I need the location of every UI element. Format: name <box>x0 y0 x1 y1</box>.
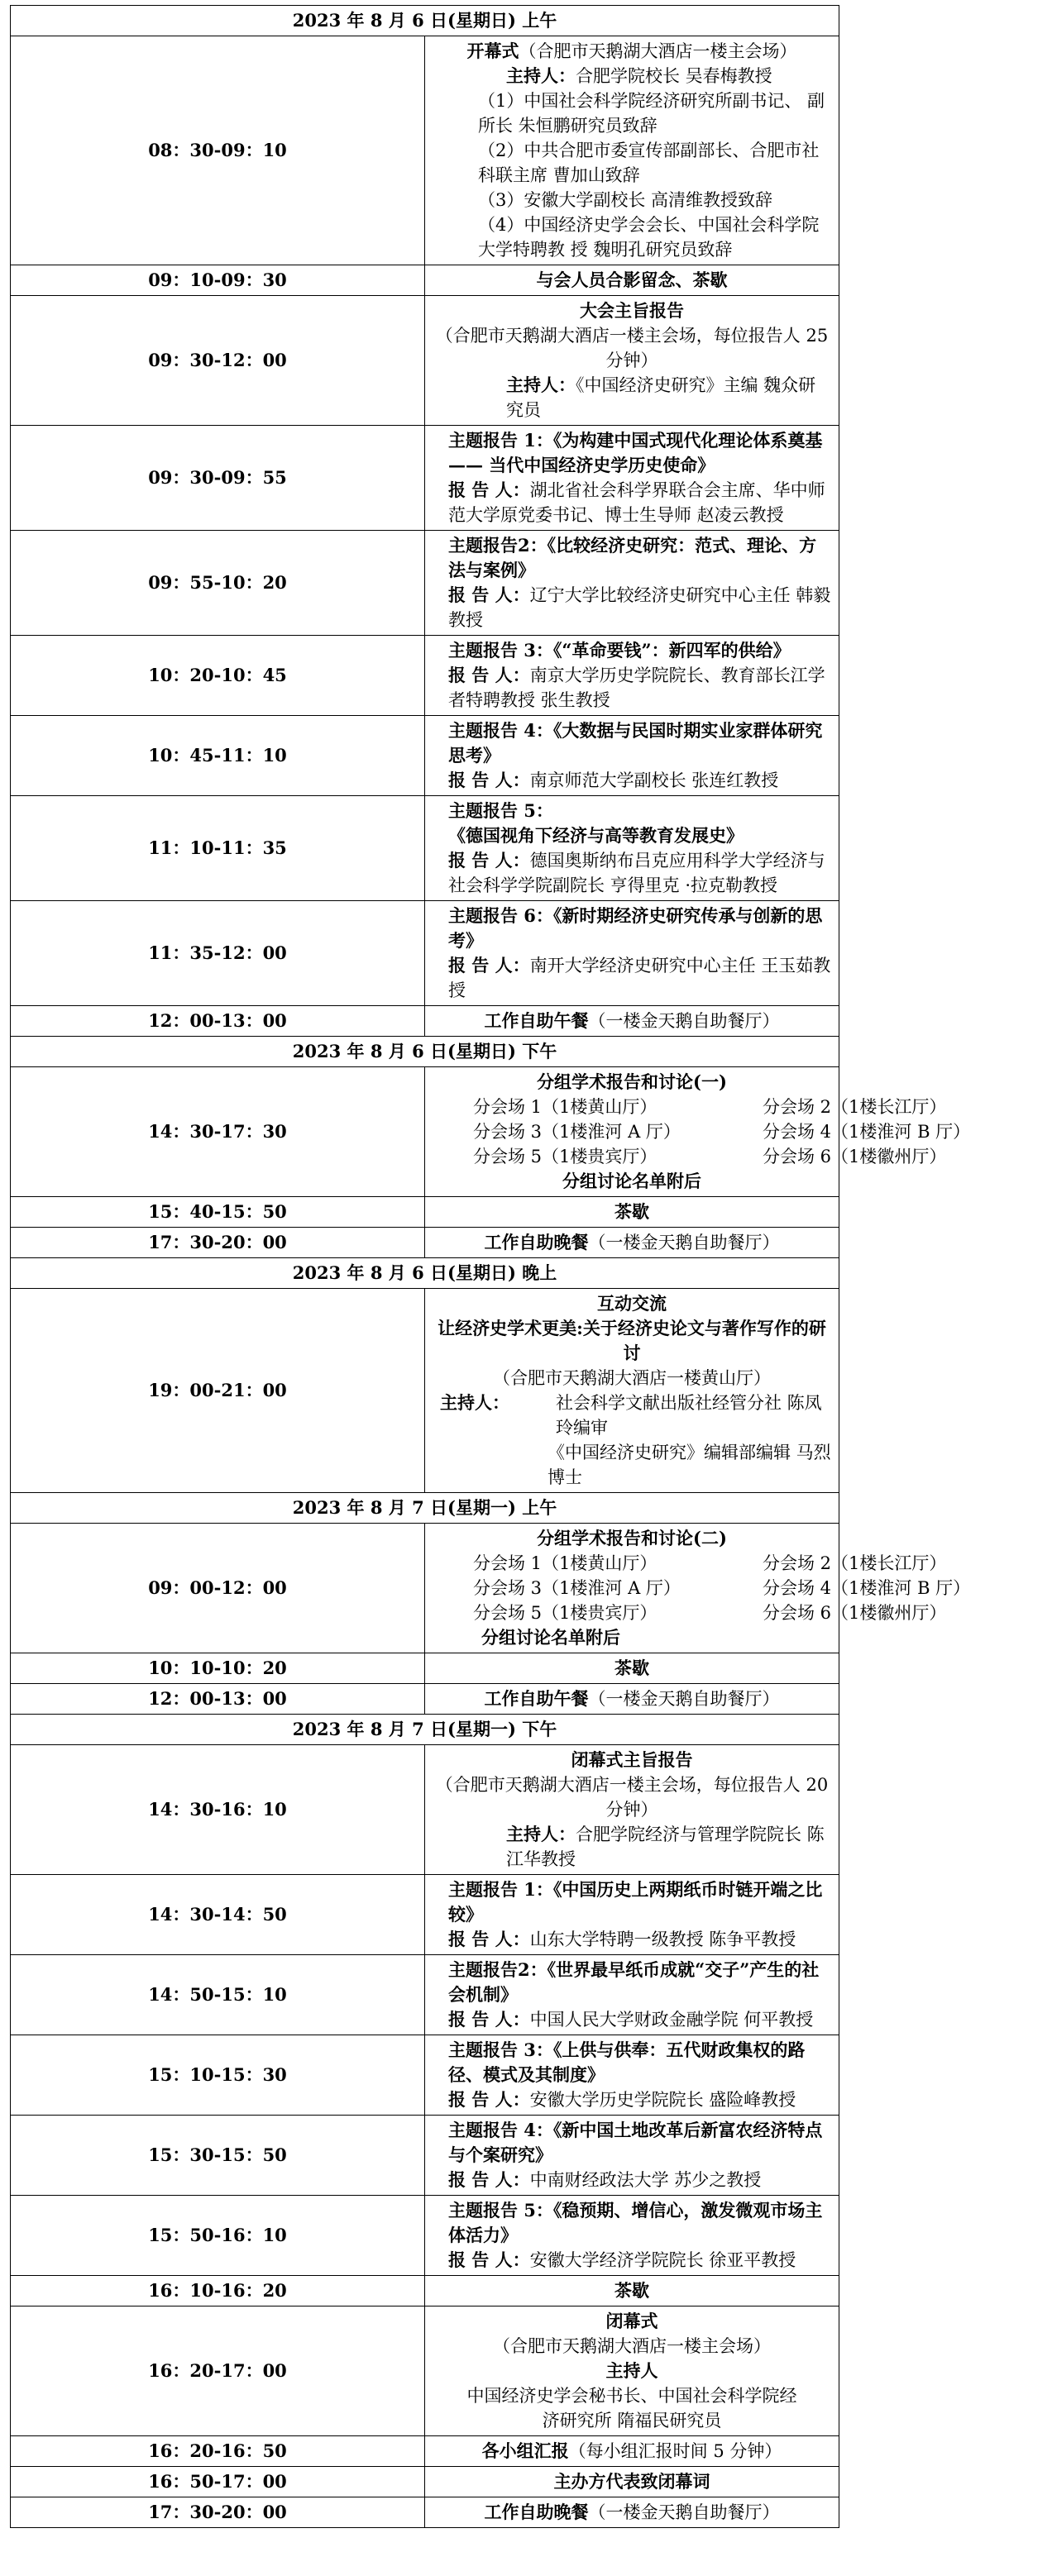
reporter-label: 报 告 人： <box>448 2249 530 2270</box>
report-topic: 《“革命要钱”：新四军的供给》 <box>552 640 791 661</box>
speech-item: （1）中国社会科学院经济研究所副书记、 副所长 朱恒鹏研究员致辞 <box>478 91 825 136</box>
event-cell <box>425 1228 839 1258</box>
event-cell <box>425 1524 971 1653</box>
schedule-row <box>11 2306 839 2436</box>
reporter-label: 报 告 人： <box>448 1929 530 1949</box>
schedule-row <box>11 1197 839 1228</box>
report-label: 主题报告 4： <box>448 2120 553 2140</box>
time-slot: 17：30-20：00 <box>11 1228 425 1258</box>
venue-item: 分会场 1（1楼黄山厅） <box>473 1097 658 1117</box>
report-row <box>11 426 839 531</box>
section-header-text: 2023 年 8 月 7 日(星期一) 上午 <box>11 1493 839 1524</box>
event-text: 工作自助午餐 <box>484 1010 589 1031</box>
report-topic: 《为构建中国式现代化理论体系奠基—— 当代中国经济史学历史使命》 <box>448 430 823 475</box>
time-slot: 14：30-14：50 <box>11 1875 425 1955</box>
time-slot: 12：00-13：00 <box>11 1006 425 1037</box>
report-cell <box>425 716 839 796</box>
schedule-row <box>11 2467 839 2497</box>
report-cell <box>425 2116 839 2196</box>
reporter: 中国人民大学财政金融学院 何平教授 <box>529 2010 814 2030</box>
event-cell <box>425 2497 839 2528</box>
report-label: 主题报告 3： <box>448 2039 553 2060</box>
schedule-table <box>10 5 971 2528</box>
time-slot: 15：30-15：50 <box>11 2116 425 2196</box>
time-slot: 09：10-09：30 <box>11 265 425 296</box>
reporter-label: 报 告 人： <box>448 770 530 790</box>
report-cell <box>425 2035 839 2116</box>
event-cell <box>425 1006 839 1037</box>
report-row <box>11 636 839 716</box>
report-cell <box>425 796 839 901</box>
event-cell <box>425 2306 839 2436</box>
schedule-row <box>11 1006 839 1037</box>
section-header-text: 2023 年 8 月 6 日(星期日) 上午 <box>11 6 839 36</box>
reporter: 中南财经政法大学 苏少之教授 <box>529 2170 762 2190</box>
event-cell <box>425 1289 839 1493</box>
reporter: 湖北省社会科学界联合会主席、华中师范大学原党委书记、博士生导师 赵凌云教授 <box>448 480 825 525</box>
report-row <box>11 1955 839 2035</box>
event-note: （一楼金天鹅自助餐厅） <box>588 1689 780 1709</box>
reporter: 南京大学历史学院院长、教育部长江学者特聘教授 张生教授 <box>448 665 825 710</box>
host-title: 主持人 <box>605 2360 658 2381</box>
time-slot: 14：30-16：10 <box>11 1745 425 1875</box>
time-slot: 14：30-17：30 <box>11 1067 425 1197</box>
report-cell <box>425 426 839 531</box>
event-title: 开幕式 <box>466 41 519 61</box>
section-header <box>11 1037 839 1067</box>
report-row <box>11 1875 839 1955</box>
schedule-row <box>11 1067 839 1197</box>
event-text: 工作自助晚餐 <box>484 1232 589 1252</box>
time-slot: 10：10-10：20 <box>11 1653 425 1684</box>
report-topic: 《新中国土地改革后新富农经济特点与个案研究》 <box>448 2120 823 2165</box>
event-subtitle: 让经济史学术更美:关于经济史论文与著作写作的研讨 <box>438 1318 826 1363</box>
reporter-label: 报 告 人： <box>448 955 530 976</box>
event-text: 茶歇 <box>425 2276 839 2306</box>
event-text: 各小组汇报 <box>481 2440 569 2461</box>
schedule-row <box>11 1524 839 1653</box>
schedule-row <box>11 2276 839 2306</box>
time-slot: 16：50-17：00 <box>11 2467 425 2497</box>
event-cell <box>425 1745 839 1875</box>
speech-item: （2）中共合肥市委宣传部副部长、合肥市社科联主席 曹加山致辞 <box>478 141 820 185</box>
report-cell <box>425 531 839 636</box>
venue-item: 分会场 3（1楼淮河 A 厅） <box>473 1122 681 1142</box>
event-venue: （合肥市天鹅湖大酒店一楼主会场） <box>493 2336 771 2356</box>
report-topic: 《新时期经济史研究传承与创新的思考》 <box>448 905 823 951</box>
report-topic: 《大数据与民国时期实业家群体研究思考》 <box>448 720 823 766</box>
schedule-row <box>11 1745 839 1875</box>
time-slot: 17：30-20：00 <box>11 2497 425 2528</box>
reporter-label: 报 告 人： <box>448 2009 530 2030</box>
host-label: 主持人： <box>506 65 576 86</box>
event-text: 与会人员合影留念、茶歇 <box>425 265 839 296</box>
report-topic: 《上供与供奉：五代财政集权的路径、模式及其制度》 <box>448 2039 806 2085</box>
venue-grid <box>432 1551 971 1625</box>
venue-item: 分会场 4（1楼淮河 B 厅） <box>763 1122 971 1142</box>
time-slot: 09：55-10：20 <box>11 531 425 636</box>
report-label: 主题报告 4： <box>448 720 553 741</box>
report-label: 主题报告2： <box>448 535 548 556</box>
report-topic: 《稳预期、增信心，激发微观市场主体活力》 <box>448 2200 823 2245</box>
event-cell <box>425 1684 839 1715</box>
report-row <box>11 716 839 796</box>
report-row <box>11 796 839 901</box>
report-topic: 《中国历史上两期纸币时链开端之比较》 <box>448 1879 823 1925</box>
reporter-label: 报 告 人： <box>448 2169 530 2190</box>
time-slot: 16：20-17：00 <box>11 2306 425 2436</box>
reporter-label: 报 告 人： <box>448 479 530 500</box>
report-cell <box>425 1955 839 2035</box>
schedule-row <box>11 1653 839 1684</box>
time-slot: 11：10-11：35 <box>11 796 425 901</box>
report-label: 主题报告 6： <box>448 905 553 926</box>
reporter-label: 报 告 人： <box>448 2089 530 2110</box>
report-cell <box>425 1875 839 1955</box>
schedule-row <box>11 296 839 426</box>
event-title: 互动交流 <box>597 1293 667 1314</box>
event-text: 工作自助晚餐 <box>484 2502 589 2522</box>
event-note: （一楼金天鹅自助餐厅） <box>588 2502 780 2522</box>
event-text: 茶歇 <box>425 1197 839 1228</box>
section-header-text: 2023 年 8 月 7 日(星期一) 下午 <box>11 1715 839 1745</box>
event-text: 茶歇 <box>425 1653 839 1684</box>
schedule-row <box>11 2436 839 2467</box>
reporter-label: 报 告 人： <box>448 665 530 685</box>
section-header <box>11 6 839 36</box>
schedule-page <box>10 5 971 2528</box>
time-slot: 16：20-16：50 <box>11 2436 425 2467</box>
speech-item: （3）安徽大学副校长 高清维教授致辞 <box>478 190 773 210</box>
reporter: 安徽大学经济学院院长 徐亚平教授 <box>529 2250 796 2270</box>
host-label: 主持人： <box>506 374 576 395</box>
section-header <box>11 1493 839 1524</box>
event-venue: （合肥市天鹅湖大酒店一楼黄山厅） <box>493 1368 771 1388</box>
time-slot: 15：50-16：10 <box>11 2196 425 2276</box>
event-note: （每小组汇报时间 5 分钟） <box>568 2441 782 2461</box>
venue-item: 分会场 2（1楼长江厅） <box>763 1553 947 1573</box>
venue-item: 分会场 6（1楼徽州厅） <box>763 1603 947 1623</box>
report-label: 主题报告 1： <box>448 1879 553 1900</box>
time-slot: 08：30-09：10 <box>11 36 425 265</box>
event-text: 工作自助午餐 <box>484 1688 589 1709</box>
section-header <box>11 1715 839 1745</box>
time-slot: 15：10-15：30 <box>11 2035 425 2116</box>
report-row <box>11 901 839 1006</box>
report-label: 主题报告 1： <box>448 430 553 451</box>
event-cell <box>425 1067 971 1197</box>
schedule-row <box>11 2497 839 2528</box>
venue-item: 分会场 6（1楼徽州厅） <box>763 1147 947 1166</box>
speech-item: （4）中国经济史学会会长、中国社会科学院大学特聘教 授 魏明孔研究员致辞 <box>478 215 820 260</box>
reporter-label: 报 告 人： <box>448 850 530 871</box>
report-row <box>11 531 839 636</box>
time-slot: 10：20-10：45 <box>11 636 425 716</box>
schedule-row <box>11 36 839 265</box>
time-slot: 11：35-12：00 <box>11 901 425 1006</box>
reporter: 山东大学特聘一级教授 陈争平教授 <box>529 1930 796 1949</box>
schedule-row <box>11 1289 839 1493</box>
venue-item: 分会场 3（1楼淮河 A 厅） <box>473 1578 681 1598</box>
time-slot: 14：50-15：10 <box>11 1955 425 2035</box>
time-slot: 12：00-13：00 <box>11 1684 425 1715</box>
report-row <box>11 2116 839 2196</box>
report-label: 主题报告 3： <box>448 640 553 661</box>
event-note: （一楼金天鹅自助餐厅） <box>588 1011 780 1031</box>
time-slot: 19：00-21：00 <box>11 1289 425 1493</box>
section-header <box>11 1258 839 1289</box>
report-cell <box>425 636 839 716</box>
group-list-note: 分组讨论名单附后 <box>562 1171 701 1191</box>
host-name: 《中国经济史研究》编辑部编辑 马烈博士 <box>548 1443 831 1487</box>
host-name: 社会科学文献出版社经管分社 陈凤玲编审 <box>556 1393 822 1438</box>
event-title: 分组学术报告和讨论(二) <box>537 1528 727 1548</box>
event-cell <box>425 296 839 426</box>
reporter-label: 报 告 人： <box>448 584 530 605</box>
time-slot: 09：30-09：55 <box>11 426 425 531</box>
report-row <box>11 2196 839 2276</box>
report-label: 主题报告 5： <box>448 800 553 821</box>
section-header-text: 2023 年 8 月 6 日(星期日) 晚上 <box>11 1258 839 1289</box>
event-note: （一楼金天鹅自助餐厅） <box>588 1233 780 1252</box>
host-name: 合肥学院经济与管理学院院长 陈江华教授 <box>506 1825 825 1869</box>
report-topic: 《世界最早纸币成就“交子”产生的社会机制》 <box>448 1959 820 2005</box>
time-slot: 16：10-16：20 <box>11 2276 425 2306</box>
event-title: 闭幕式 <box>605 2311 658 2331</box>
venue-item: 分会场 5（1楼贵宾厅） <box>473 1147 658 1166</box>
venue-item: 分会场 5（1楼贵宾厅） <box>473 1603 658 1623</box>
report-topic: 《德国视角下经济与高等教育发展史》 <box>448 825 744 846</box>
venue-grid <box>432 1095 971 1169</box>
schedule-row <box>11 1684 839 1715</box>
host-name: 合肥学院校长 吴春梅教授 <box>576 66 772 86</box>
event-cell <box>425 36 839 265</box>
event-title: 分组学术报告和讨论(一) <box>537 1071 727 1092</box>
host-label: 主持人： <box>506 1824 576 1844</box>
event-cell <box>425 2436 839 2467</box>
time-slot: 15：40-15：50 <box>11 1197 425 1228</box>
section-header-text: 2023 年 8 月 6 日(星期日) 下午 <box>11 1037 839 1067</box>
reporter: 安徽大学历史学院院长 盛险峰教授 <box>529 2090 796 2110</box>
report-topic: 《比较经济史研究：范式、理论、方法与案例》 <box>448 535 817 580</box>
event-title: 大会主旨报告 <box>580 300 684 321</box>
report-label: 主题报告 5： <box>448 2200 553 2221</box>
report-row <box>11 2035 839 2116</box>
time-slot: 09：00-12：00 <box>11 1524 425 1653</box>
report-cell <box>425 901 839 1006</box>
venue-item: 分会场 1（1楼黄山厅） <box>473 1553 658 1573</box>
venue-item: 分会场 4（1楼淮河 B 厅） <box>763 1578 971 1598</box>
host-name: 《中国经济史研究》主编 魏众研究员 <box>506 375 816 420</box>
event-venue: （合肥市天鹅湖大酒店一楼主会场，每位报告人 20 分钟） <box>435 1775 829 1820</box>
schedule-row <box>11 265 839 296</box>
venue-item: 分会场 2（1楼长江厅） <box>763 1097 947 1117</box>
event-venue: （合肥市天鹅湖大酒店一楼主会场） <box>519 41 797 61</box>
report-label: 主题报告2： <box>448 1959 548 1980</box>
reporter: 辽宁大学比较经济史研究中心主任 韩毅教授 <box>448 585 831 630</box>
reporter: 南京师范大学副校长 张连红教授 <box>529 770 779 790</box>
schedule-row <box>11 1228 839 1258</box>
time-slot: 09：30-12：00 <box>11 296 425 426</box>
event-venue: （合肥市天鹅湖大酒店一楼主会场，每位报告人 25 分钟） <box>435 326 829 370</box>
host-text: 中国经济史学会秘书长、中国社会科学院经济研究所 隋福民研究员 <box>466 2386 797 2431</box>
time-slot: 10：45-11：10 <box>11 716 425 796</box>
reporter: 南开大学经济史研究中心主任 王玉茹教授 <box>448 956 831 1000</box>
host-label: 主持人： <box>440 1392 509 1413</box>
event-text: 主办方代表致闭幕词 <box>425 2467 839 2497</box>
group-list-note: 分组讨论名单附后 <box>481 1627 620 1648</box>
report-cell <box>425 2196 839 2276</box>
reporter: 德国奥斯纳布吕克应用科学大学经济与社会科学学院副院长 亨得里克 ·拉克勒教授 <box>448 851 825 895</box>
event-title: 闭幕式主旨报告 <box>571 1749 693 1770</box>
